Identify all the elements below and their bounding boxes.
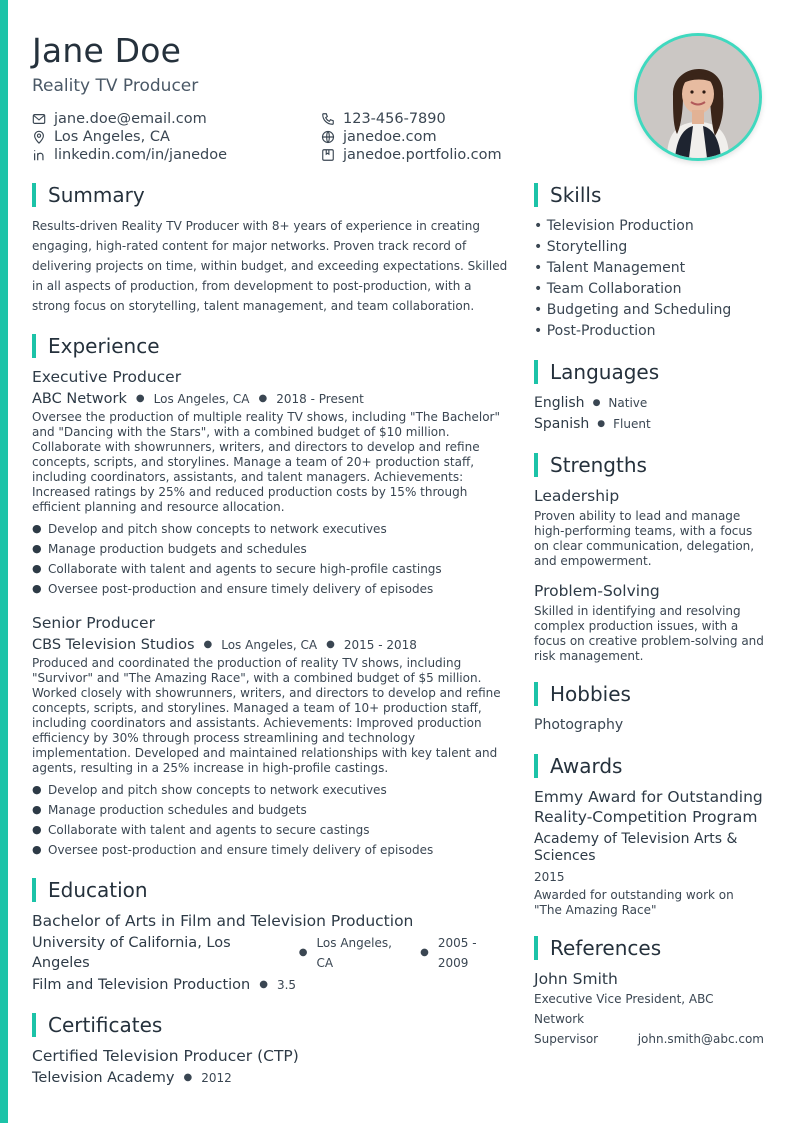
strengths-section: [534, 453, 764, 664]
education-meta: [32, 933, 510, 973]
job-bullets: [32, 780, 510, 860]
contact-linkedin[interactable]: [32, 146, 321, 163]
contact-location: [32, 128, 321, 145]
job-description: Oversee the production of multiple reality TV shows, including "The Bachelor" and "Dancing with the Stars", with a combined budget of $10 million. Collaborate with showrunners, writers, and directors to develop and refine concepts, scripts, and storylines. Manage a team of 20+ production staff, including coordinators, assistants, and talent managers. Achievements: Increased ratings by 25% and reduced production costs by 15% through efficient planning and resource allocation.: [32, 410, 501, 514]
summary-text: Results-driven Reality TV Producer with 8+ years of experience in creating engaging, high-rated content for major networks. Proven track record of delivering projects on time, within budget, and exceeding expectations. Skilled in all aspects of production, from development to post-production, with a strong focus on storytelling, talent management, and team collaboration.: [32, 219, 508, 313]
separator-dot: ●: [298, 947, 308, 958]
summary-section: [32, 183, 510, 316]
section-title: [32, 1013, 510, 1037]
job-bullets: [32, 519, 510, 599]
list-item: ● Oversee post-production and ensure timely delivery of episodes: [32, 582, 434, 596]
separator-dot: ●: [597, 419, 606, 429]
contact-phone-text: 123-456-7890: [343, 110, 446, 127]
reference-email[interactable]: john.smith@abc.com: [637, 1032, 764, 1046]
languages-section: [534, 360, 764, 435]
job-dates: 2018 - Present: [276, 392, 364, 406]
language-item: [534, 393, 764, 414]
certificates-title: Certificates: [48, 1013, 163, 1037]
reference-contact-row: [534, 1029, 764, 1049]
section-title: [32, 183, 510, 207]
list-item: ● Oversee post-production and ensure timely delivery of episodes: [32, 843, 434, 857]
references-title: References: [550, 936, 662, 960]
strength-desc: Proven ability to lead and manage high-performing teams, with a focus on clear communication, delegation, and empowerment.: [534, 509, 755, 568]
language-name: Spanish: [534, 416, 590, 432]
strength-title: Leadership: [534, 487, 620, 505]
section-accent-bar: [534, 682, 538, 706]
reference-name: John Smith: [534, 970, 618, 988]
list-item: ● Collaborate with talent and agents to secure high-profile castings: [32, 562, 442, 576]
language-name: English: [534, 395, 585, 411]
gpa-value: 3.5: [276, 978, 297, 992]
section-accent-bar: [534, 360, 538, 384]
certificate-meta: [32, 1068, 510, 1088]
education-field-line: [32, 975, 510, 995]
phone-icon: [321, 112, 335, 126]
contact-email-text: jane.doe@email.com: [54, 110, 207, 127]
separator-dot: ●: [326, 639, 335, 650]
job-location: Los Angeles, CA: [153, 392, 250, 406]
job-meta: [32, 635, 510, 655]
section-title: [534, 754, 764, 778]
skill-item: • Team Collaboration: [534, 281, 682, 297]
skills-section: [534, 183, 764, 342]
section-accent-bar: [534, 183, 538, 207]
contact-location-text: Los Angeles, CA: [54, 128, 170, 145]
list-item: ● Manage production budgets and schedules: [32, 542, 307, 556]
list-item: ● Collaborate with talent and agents to secure castings: [32, 823, 370, 837]
field-of-study: Film and Television Production: [32, 977, 251, 993]
globe-icon: [321, 130, 335, 144]
section-title: [534, 183, 764, 207]
section-title: [534, 936, 764, 960]
skill-item: • Storytelling: [534, 239, 628, 255]
list-item: ● Manage production schedules and budgets: [32, 803, 307, 817]
certificate-issuer: Television Academy: [32, 1070, 175, 1086]
separator-dot: ●: [135, 393, 145, 404]
skill-item: • Post-Production: [534, 323, 656, 339]
hobby-item: Photography: [534, 717, 624, 733]
award-organization: Academy of Television Arts & Sciences: [534, 831, 738, 864]
hobbies-section: [534, 682, 764, 736]
hobbies-title: Hobbies: [550, 682, 631, 706]
job-title: Executive Producer: [32, 368, 182, 386]
experience-title: Experience: [48, 334, 160, 358]
portfolio-icon: [321, 148, 335, 162]
language-level: Native: [608, 396, 648, 410]
skill-item: • Talent Management: [534, 260, 686, 276]
certificate-year: 2012: [201, 1071, 232, 1085]
award-name: Emmy Award for Outstanding Reality-Competition Program: [534, 788, 763, 826]
degree-title: Bachelor of Arts in Film and Television Production: [32, 912, 414, 930]
contact-phone[interactable]: [321, 110, 581, 127]
awards-title: Awards: [550, 754, 623, 778]
education-title: Education: [48, 878, 148, 902]
contact-website-text: janedoe.com: [343, 128, 437, 145]
job-meta: [32, 389, 510, 409]
section-accent-bar: [32, 1013, 36, 1037]
contact-email[interactable]: [32, 110, 321, 127]
contact-website[interactable]: [321, 128, 581, 145]
company-name: CBS Television Studios: [32, 637, 195, 653]
linkedin-icon: [32, 148, 46, 162]
school-location: Los Angeles, CA: [316, 936, 392, 970]
right-column: [534, 183, 764, 1049]
strengths-title: Strengths: [550, 453, 647, 477]
strength-item: [534, 581, 764, 664]
reference-relation: Supervisor: [534, 1032, 599, 1046]
certificate-name: Certified Television Producer (CTP): [32, 1047, 299, 1065]
skill-item: • Television Production: [534, 218, 694, 234]
job-dates: 2015 - 2018: [343, 638, 417, 652]
job-description: Produced and coordinated the production of reality TV shows, including "Survivor" and "The Amazing Race", with a combined budget of $5 million. Worked closely with showrunners, writers, and directors to develop and refine concepts, scripts, and storylines. Managed a team of 10+ production staff, including coordinators and assistants. Achievements: Improved production efficiency by 30% through process streamlining and technology implementation. Developed and maintained relationships with key talent and agents, resulting in a 25% increase in high-profile castings.: [32, 656, 501, 775]
separator-dot: ●: [183, 1072, 193, 1083]
section-accent-bar: [534, 453, 538, 477]
strength-title: Problem-Solving: [534, 582, 660, 600]
languages-title: Languages: [550, 360, 660, 384]
job-location: Los Angeles, CA: [221, 638, 318, 652]
list-item: ● Develop and pitch show concepts to network executives: [32, 522, 387, 536]
company-name: ABC Network: [32, 391, 127, 407]
section-title: [32, 334, 510, 358]
separator-dot: ●: [203, 639, 213, 650]
contact-list: [32, 110, 592, 163]
language-level: Fluent: [613, 417, 651, 431]
job-entry: [32, 367, 510, 599]
strength-item: [534, 486, 764, 569]
section-accent-bar: [32, 878, 36, 902]
contact-linkedin-text: linkedin.com/in/janedoe: [54, 146, 228, 163]
section-title: [534, 360, 764, 384]
section-accent-bar: [32, 334, 36, 358]
mail-icon: [32, 112, 46, 126]
education-section: [32, 878, 510, 995]
school-name: University of California, Los Angeles: [32, 935, 231, 971]
location-icon: [32, 130, 46, 144]
candidate-name: Jane Doe: [32, 31, 182, 70]
section-title: [32, 878, 510, 902]
section-accent-bar: [534, 936, 538, 960]
section-accent-bar: [534, 754, 538, 778]
summary-title: Summary: [48, 183, 145, 207]
award-description: Awarded for outstanding work on "The Amazing Race": [534, 888, 734, 917]
certificates-section: [32, 1013, 510, 1088]
candidate-role: Reality TV Producer: [32, 76, 199, 96]
skill-item: • Budgeting and Scheduling: [534, 302, 732, 318]
accent-bar: [0, 0, 8, 1123]
section-accent-bar: [32, 183, 36, 207]
reference-position: Executive Vice President, ABC Network: [534, 992, 714, 1026]
section-title: [534, 682, 764, 706]
list-item: ● Develop and pitch show concepts to network executives: [32, 783, 387, 797]
contact-portfolio[interactable]: [321, 146, 581, 163]
experience-section: [32, 334, 510, 860]
education-dates: 2005 - 2009: [437, 936, 477, 970]
left-column: [32, 183, 510, 1088]
language-item: [534, 414, 764, 435]
section-title: [534, 453, 764, 477]
separator-dot: ●: [258, 393, 268, 404]
avatar: [634, 33, 762, 161]
resume-header: [32, 30, 592, 163]
awards-section: [534, 754, 764, 918]
strength-desc: Skilled in identifying and resolving complex production issues, with a focus on creative problem-solving and risk management.: [534, 604, 764, 663]
contact-portfolio-text: janedoe.portfolio.com: [343, 146, 502, 163]
separator-dot: ●: [259, 979, 268, 990]
separator-dot: ●: [420, 947, 429, 958]
job-entry: [32, 613, 510, 860]
skills-title: Skills: [550, 183, 602, 207]
separator-dot: ●: [592, 398, 601, 408]
references-section: [534, 936, 764, 1049]
job-title: Senior Producer: [32, 614, 155, 632]
award-year: 2015: [534, 870, 565, 884]
